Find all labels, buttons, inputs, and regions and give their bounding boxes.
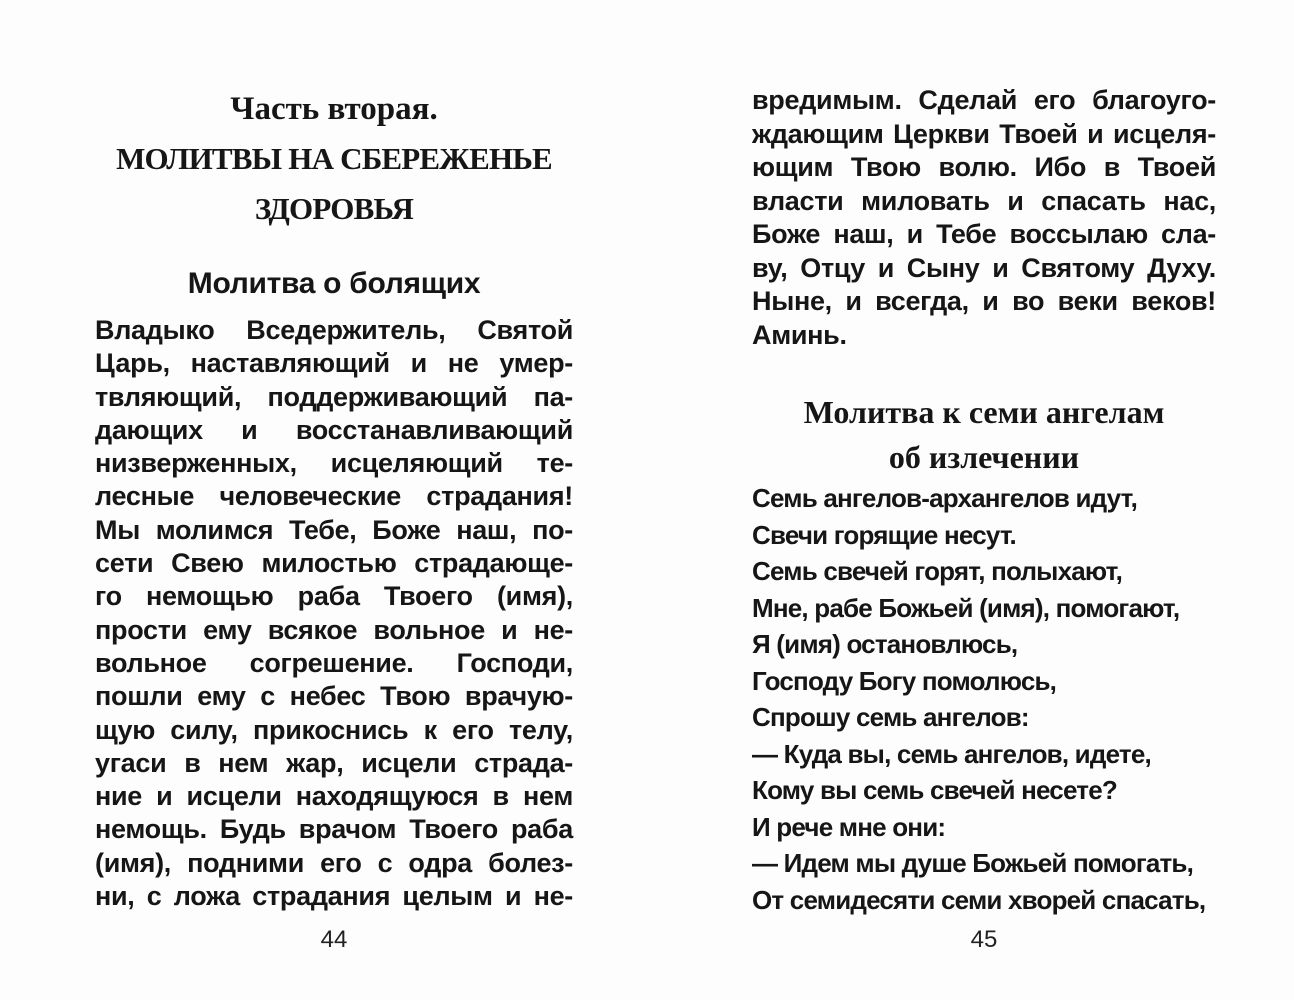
prayer-continuation-lines (752, 84, 1216, 319)
text-line: Ныне, и всегда, и во веки веков! (752, 286, 1216, 316)
text-line: Я (имя) остановлюсь, (752, 629, 1018, 659)
text-line: щую силу, прикоснись к его телу, (95, 714, 573, 745)
prayer-amen-line: Аминь. (752, 319, 847, 350)
page-number-left: 44 (320, 926, 348, 953)
text-line: Семь ангелов-архангелов идут, (752, 483, 1138, 513)
text-line: сети Свею милостью страдающе- (95, 548, 573, 579)
text-line: Мы молимся Тебе, Боже наш, по- (95, 514, 573, 545)
page-number-right: 45 (970, 926, 998, 953)
text-line: И рече мне они: (752, 811, 946, 842)
text-line: ни, с ложа страдания целым и не- (95, 881, 573, 912)
prayer-heading-seven-angels (752, 390, 1216, 480)
text-line: Молитва к семи ангелам (803, 394, 1165, 430)
text-line: вредимым. Сделай его благоуго- (752, 85, 1216, 115)
part-label: Часть вторая. (230, 91, 438, 127)
text-line: Кому вы семь свечей несете? (752, 775, 1117, 805)
text-line: твляющий, поддерживающий па- (95, 381, 573, 412)
book-title (95, 134, 573, 234)
text-line: прости ему всякое вольное и не- (95, 614, 573, 645)
text-line: лесные человеческие страдания! (95, 481, 573, 512)
text-line: ЗДОРОВЬЯ (254, 191, 414, 226)
text-line: ющим Твою волю. Ибо в Твоей (752, 152, 1216, 182)
text-line: го немощью раба Твоего (имя), (95, 581, 573, 612)
text-line: Спрошу семь ангелов: (752, 702, 1029, 732)
right-page (752, 84, 1216, 918)
text-line: Свечи горящие несут. (752, 519, 1016, 550)
text-line: ву, Отцу и Сыну и Святому Духу. (752, 252, 1216, 283)
prayer-verse-seven-angels (752, 480, 1216, 918)
text-line: МОЛИТВЫ НА СБЕРЕЖЕНЬЕ (116, 141, 552, 176)
text-line: Боже наш, и Тебе воссылаю сла- (752, 219, 1216, 249)
left-page (95, 84, 573, 913)
prayer-text-continuation (752, 84, 1216, 352)
text-line: низверженных, исцеляющий те- (95, 448, 573, 479)
text-line: Господу Богу помолюсь, (752, 665, 1057, 696)
text-line: ждающим Церкви Твоей и исцеля- (752, 118, 1216, 149)
text-line: вольное согрешение. Господи, (95, 647, 573, 678)
text-line: немощь. Будь врачом Твоего раба (95, 814, 573, 845)
text-line: об излечении (888, 439, 1080, 475)
prayer-heading-for-the-sick: Молитва о болящих (187, 267, 481, 300)
prayer-text-for-the-sick (95, 314, 573, 913)
text-line: Царь, наставляющий и не умер- (95, 348, 573, 379)
text-line: — Идем мы душе Божьей помогать, (752, 848, 1194, 878)
text-line: Семь свечей горят, полыхают, (752, 556, 1123, 586)
text-line: Мне, рабе Божьей (имя), помогают, (752, 592, 1180, 623)
text-line: Владыко Вседержитель, Святой (95, 315, 573, 345)
text-line: пошли ему с небес Твою врачую- (95, 681, 573, 712)
text-line: (имя), подними его с одра болез- (95, 847, 573, 878)
text-line: ние и исцели находящуюся в нем (95, 781, 573, 812)
text-line: От семидесяти семи хворей спасать, (752, 884, 1206, 915)
text-line: — Куда вы, семь ангелов, идете, (752, 738, 1151, 769)
text-line: дающих и восстанавливающий (95, 414, 573, 445)
text-line: власти миловать и спасать нас, (752, 185, 1216, 216)
text-line: угаси в нем жар, исцели страда- (95, 747, 573, 778)
